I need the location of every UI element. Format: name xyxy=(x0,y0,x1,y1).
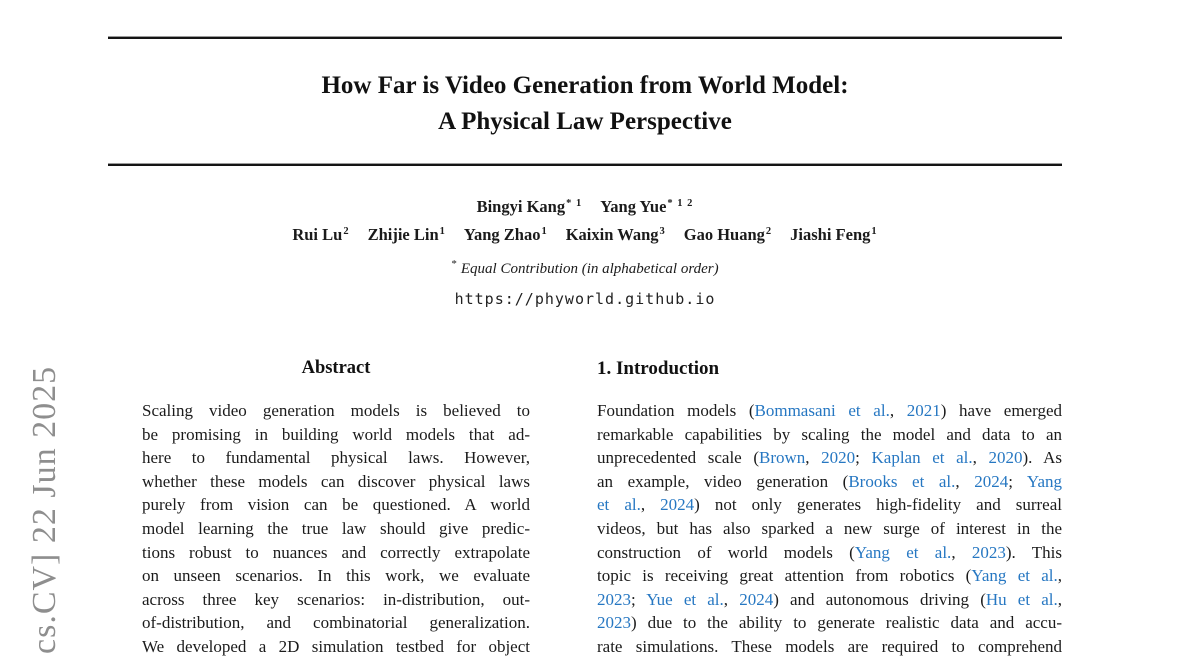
author-name: Yang Yue$^{* 1 2}$ xyxy=(600,197,694,216)
arxiv-stamp: cs.CV] 22 Jun 2025 xyxy=(26,365,63,654)
body-text-segment: , xyxy=(805,448,822,468)
body-line xyxy=(597,517,1062,541)
body-line xyxy=(142,493,530,517)
author-name: Bingyi Kang$^{* 1}$ xyxy=(476,197,583,216)
body-text-segment: ) have emerged xyxy=(940,401,1062,420)
introduction-body xyxy=(597,399,1062,659)
title-rule-top xyxy=(108,36,1062,39)
body-text-segment: rate simulations. These models are required to comprehend xyxy=(597,636,1062,656)
citation-link[interactable]: Hu et al. xyxy=(985,589,1058,609)
body-line xyxy=(597,588,1062,612)
body-text-segment: , xyxy=(972,448,989,468)
body-text-segment: whether these models can discover physical laws xyxy=(142,471,530,491)
project-url-link[interactable]: https://phyworld.github.io xyxy=(454,290,716,308)
body-line xyxy=(142,470,530,494)
author-affiliation-superscript: 1 xyxy=(439,225,446,237)
citation-link[interactable]: Yang et al. xyxy=(971,566,1058,586)
body-line xyxy=(142,517,530,541)
author-name: Jiashi Feng$^1$ xyxy=(790,225,878,244)
abstract-body xyxy=(142,399,530,659)
title-rule-bottom xyxy=(108,163,1062,166)
body-text-segment: , xyxy=(889,401,907,420)
body-text-segment: an example, video generation ( xyxy=(597,471,849,491)
abstract-heading: Abstract xyxy=(301,358,371,378)
paper-title-line1: How Far is Video Generation from World Model: xyxy=(321,72,849,99)
body-text-segment: here to fundamental physical laws. However, xyxy=(142,448,530,468)
body-text-segment: on unseen scenarios. In this work, we evaluate xyxy=(142,566,530,586)
body-line xyxy=(142,541,530,565)
contribution-text: Equal Contribution (in alphabetical order) xyxy=(460,261,719,277)
citation-link[interactable]: Brown xyxy=(759,448,806,468)
contribution-star: * xyxy=(451,258,457,270)
equal-contribution-note xyxy=(108,258,1062,278)
body-text-segment: tions robust to nuances and correctly extrapolate xyxy=(142,542,530,562)
author-name: Rui Lu$^2$ xyxy=(292,225,350,244)
body-text-segment: , xyxy=(951,542,972,562)
body-text-segment: across three key scenarios: in-distribution, out- xyxy=(142,589,530,609)
body-text-segment: Scaling video generation models is believed to xyxy=(142,401,530,420)
body-text-segment: purely from vision can be questioned. A world xyxy=(142,495,530,515)
body-text-segment: model learning the true law should give predic- xyxy=(142,518,530,538)
author-affiliation-superscript: 3 xyxy=(659,225,666,237)
body-line xyxy=(597,611,1062,635)
author-row-2 xyxy=(108,225,1062,245)
body-line xyxy=(142,423,530,447)
body-line xyxy=(142,399,530,423)
body-text-segment: videos, but has also sparked a new surge of interest in the xyxy=(597,518,1062,538)
citation-link[interactable]: 2023 xyxy=(597,589,631,609)
body-text-segment: ) not only generates high-fidelity and surreal xyxy=(694,495,1062,515)
body-line xyxy=(142,564,530,588)
body-line xyxy=(597,446,1062,470)
body-text-segment: , xyxy=(640,495,661,515)
body-text-segment: ; xyxy=(1008,471,1027,491)
body-text-segment: ; xyxy=(631,589,647,609)
author-name: Gao Huang$^2$ xyxy=(683,225,773,244)
citation-link[interactable]: Yue et al. xyxy=(646,589,724,609)
citation-link[interactable]: 2020 xyxy=(821,448,856,468)
body-line xyxy=(597,423,1062,447)
citation-link[interactable]: et al. xyxy=(597,495,641,515)
paper-title-line2: A Physical Law Perspective xyxy=(438,108,732,135)
citation-link[interactable]: 2023 xyxy=(971,542,1006,562)
body-text-segment: unprecedented scale ( xyxy=(597,448,759,468)
author-affiliation-superscript: * 1 xyxy=(566,197,583,209)
introduction-heading: 1. Introduction xyxy=(597,358,720,379)
body-text-segment: ) due to the ability to generate realistic data and accu- xyxy=(631,613,1062,633)
body-text-segment: , xyxy=(723,589,740,609)
paper-title xyxy=(108,68,1062,140)
body-line xyxy=(597,399,1062,423)
author-affiliation-superscript: 1 xyxy=(541,225,548,237)
citation-link[interactable]: Yang et al. xyxy=(854,542,952,562)
abstract-column xyxy=(142,358,530,659)
body-text-segment: remarkable capabilities by scaling the model and data to an xyxy=(597,424,1062,444)
body-line xyxy=(142,611,530,635)
body-line xyxy=(142,588,530,612)
body-text-segment: We developed a 2D simulation testbed for object xyxy=(142,636,530,656)
citation-link[interactable]: 2024 xyxy=(660,495,695,515)
body-text-segment: , xyxy=(955,471,975,491)
body-line xyxy=(597,493,1062,517)
body-line xyxy=(597,635,1062,659)
body-text-segment: ) and autonomous driving ( xyxy=(773,589,986,609)
author-affiliation-superscript: 1 xyxy=(871,225,878,237)
citation-link[interactable]: Yang xyxy=(1026,471,1063,491)
author-row-1 xyxy=(108,197,1062,217)
citation-link[interactable]: Brooks et al. xyxy=(848,471,956,491)
body-text-segment: topic is receiving great attention from robotics ( xyxy=(597,566,972,586)
author-name: Yang Zhao$^1$ xyxy=(463,225,548,244)
body-line xyxy=(597,541,1062,565)
citation-link[interactable]: 2020 xyxy=(988,448,1023,468)
body-text-segment: of-distribution, and combinatorial generalization. xyxy=(142,613,530,633)
citation-link[interactable]: 2024 xyxy=(974,471,1009,491)
citation-link[interactable]: 2024 xyxy=(739,589,774,609)
citation-link[interactable]: 2023 xyxy=(597,613,631,633)
body-line xyxy=(597,564,1062,588)
body-text-segment: ; xyxy=(855,448,872,468)
author-name: Kaixin Wang$^3$ xyxy=(565,225,666,244)
body-text-segment: construction of world models ( xyxy=(597,542,855,562)
paper-content xyxy=(108,0,1063,656)
citation-link[interactable]: Bommasani et al. xyxy=(754,401,890,420)
body-text-segment: , xyxy=(1057,566,1062,586)
body-text-segment: , xyxy=(1057,589,1062,609)
author-affiliation-superscript: 2 xyxy=(765,225,773,237)
introduction-column xyxy=(597,358,1062,659)
body-text-segment: be promising in building world models that ad- xyxy=(142,424,530,444)
author-name: Zhijie Lin$^1$ xyxy=(367,225,446,244)
body-line xyxy=(142,446,530,470)
author-affiliation-superscript: 2 xyxy=(343,225,350,237)
body-line xyxy=(597,470,1062,494)
body-text-segment: Foundation models ( xyxy=(597,401,755,420)
body-text-segment: ). As xyxy=(1022,448,1063,468)
body-line xyxy=(142,635,530,659)
body-text-segment: ). This xyxy=(1005,542,1062,562)
citation-link[interactable]: Kaplan et al. xyxy=(871,448,973,468)
citation-link[interactable]: 2021 xyxy=(906,401,941,420)
author-affiliation-superscript: * 1 2 xyxy=(667,197,694,209)
